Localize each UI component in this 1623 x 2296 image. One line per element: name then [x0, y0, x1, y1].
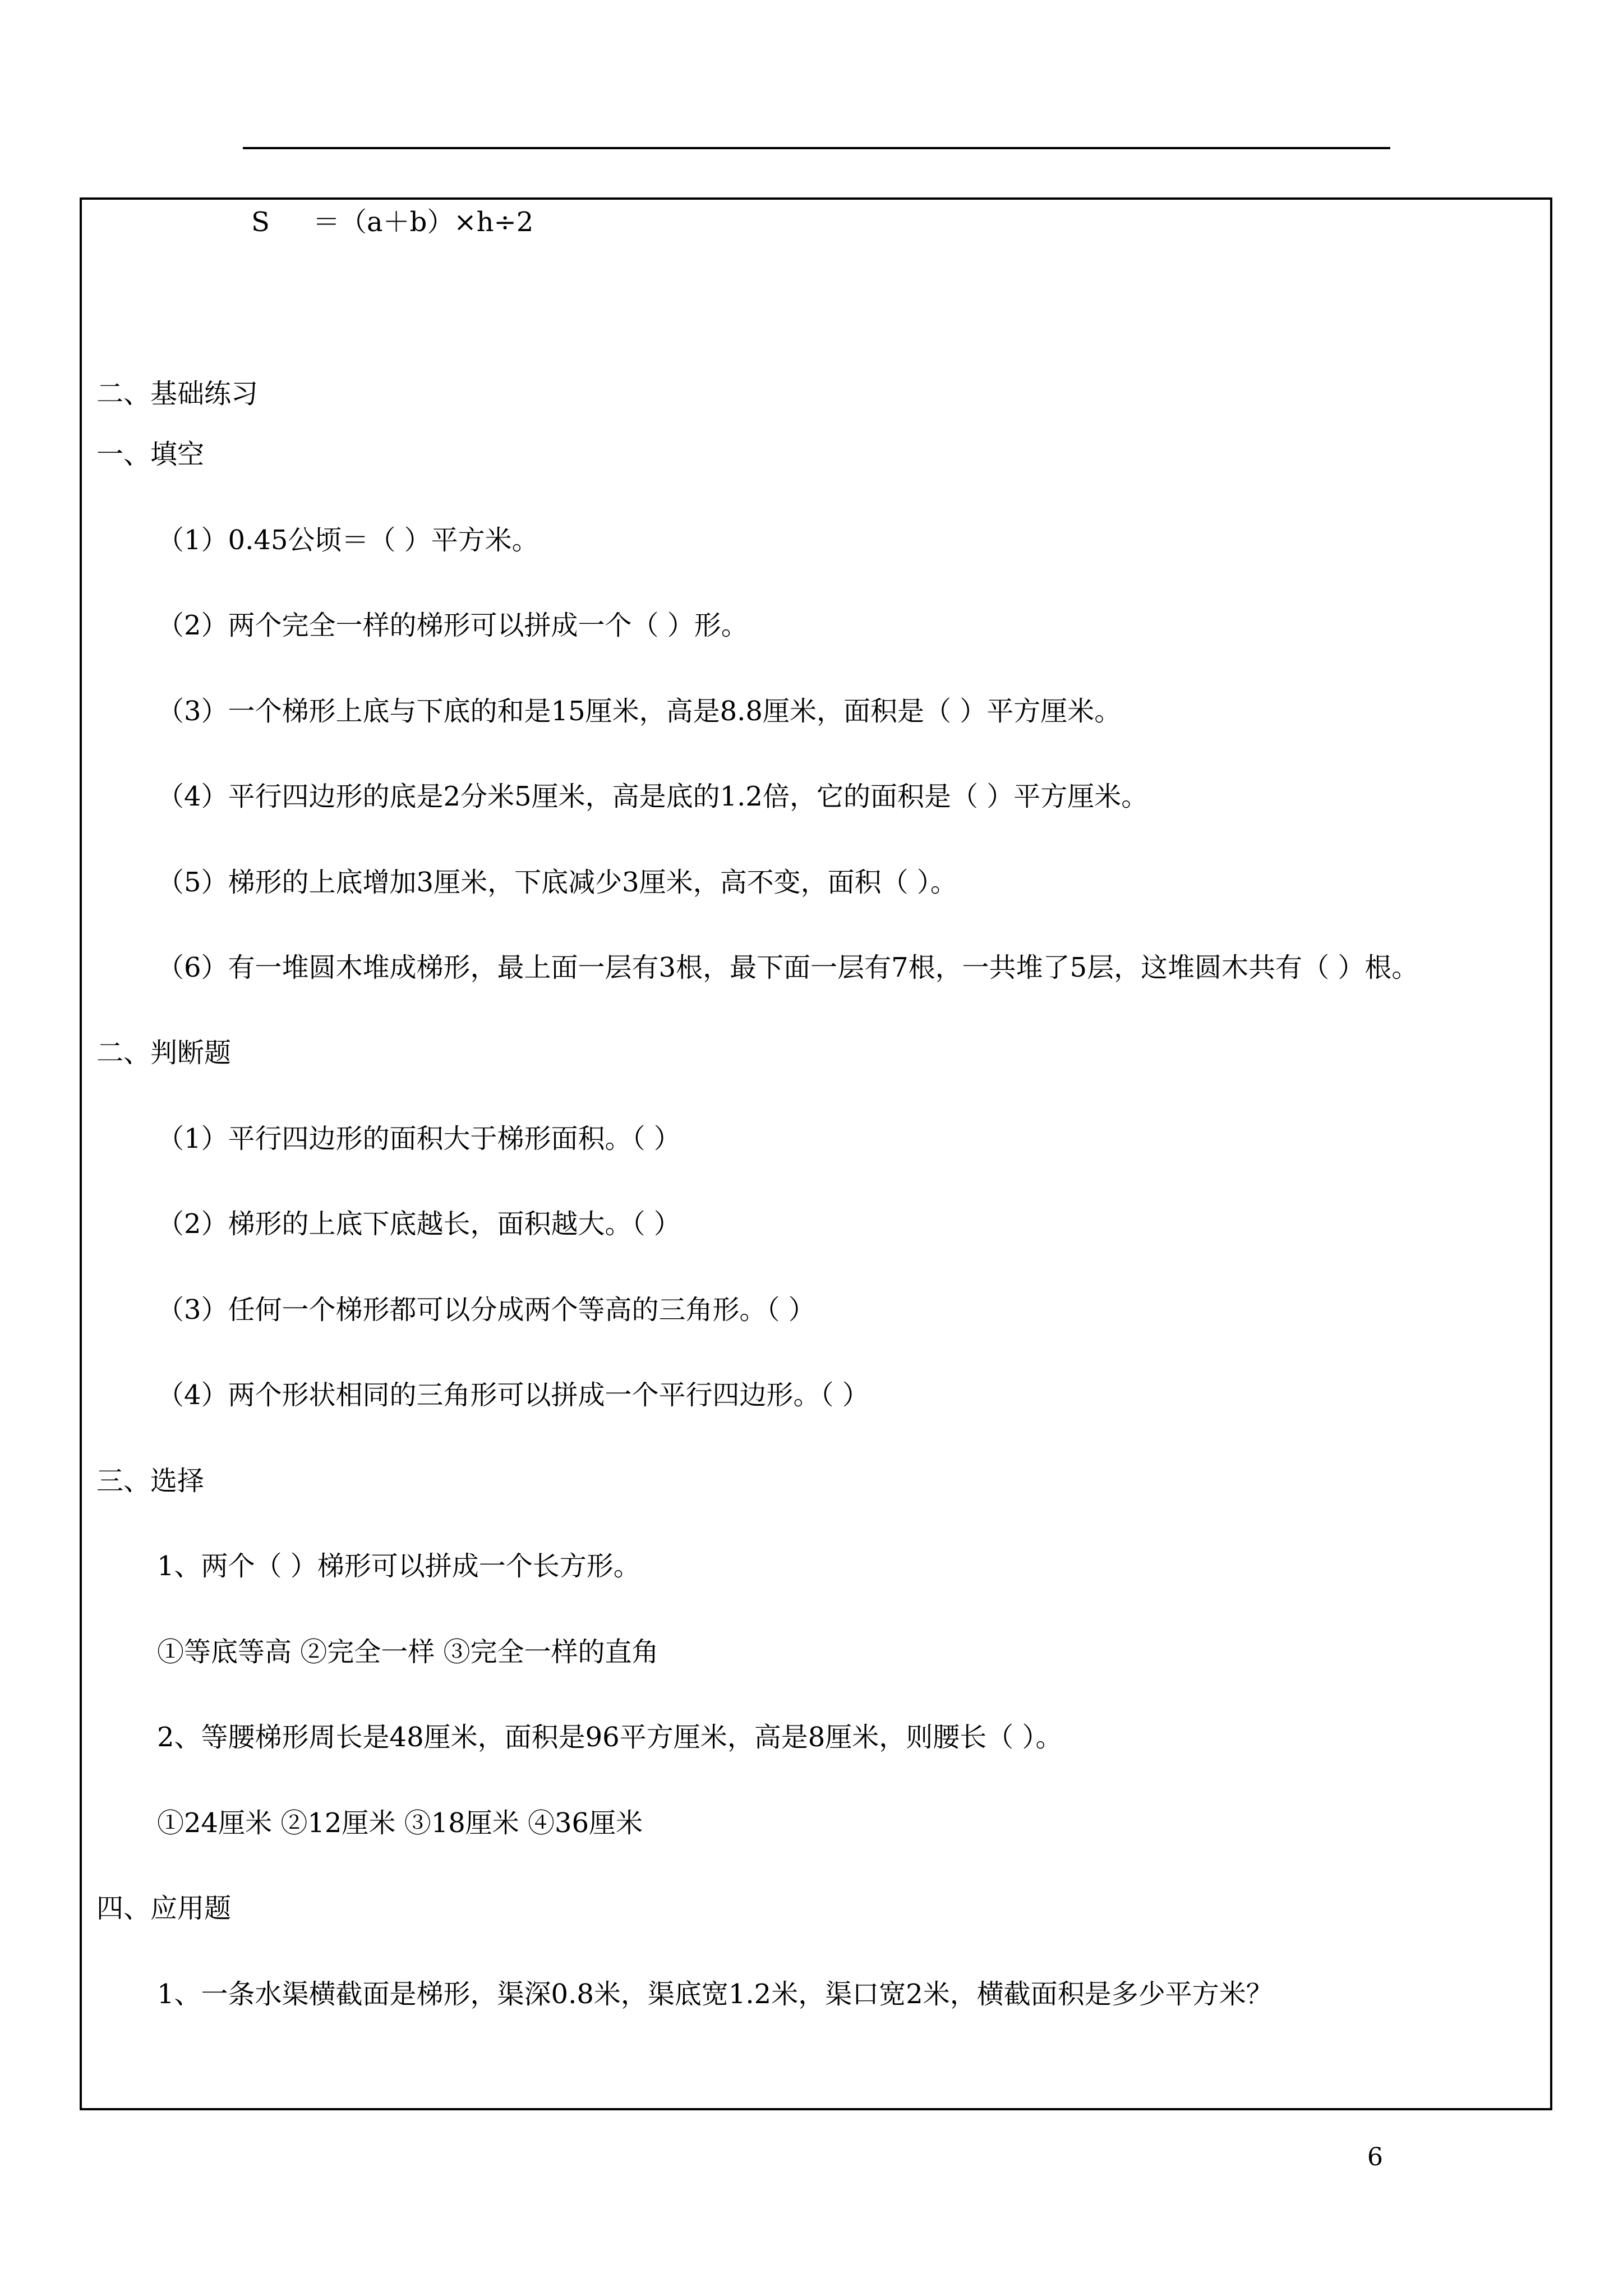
page-number: 6: [1367, 2143, 1383, 2171]
area-formula: [251, 205, 533, 239]
fill-item-6: （6）有一堆圆木堆成梯形，最上面一层有3根，最下面一层有7根，一共堆了5层，这堆圆木共有（ ）根。: [157, 952, 1419, 983]
section-fill-blank: 一、填空: [96, 439, 205, 470]
fill-item-1: （1）0.45公顷＝（ ）平方米。: [157, 524, 539, 556]
tf-item-4: （4）两个形状相同的三角形可以拼成一个平行四边形。（ ）: [157, 1379, 869, 1411]
section-true-false: 二、判断题: [96, 1037, 232, 1069]
formula-expression: ＝（a＋b）×h÷2: [313, 206, 534, 238]
fill-item-4: （4）平行四边形的底是2分米5厘米，高是底的1.2倍，它的面积是（ ）平方厘米。: [157, 781, 1149, 812]
choice-options-1: ①等底等高 ②完全一样 ③完全一样的直角: [157, 1636, 659, 1668]
choice-question-1: 1、两个（ ）梯形可以拼成一个长方形。: [157, 1550, 640, 1582]
section-application: 四、应用题: [96, 1893, 232, 1924]
tf-item-1: （1）平行四边形的面积大于梯形面积。（ ）: [157, 1123, 681, 1154]
application-question-1: 1、一条水渠横截面是梯形，渠深0.8米，渠底宽1.2米，渠口宽2米，横截面积是多少平方米？: [157, 1978, 1273, 2010]
header-rule: [243, 147, 1390, 149]
tf-item-2: （2）梯形的上底下底越长，面积越大。（ ）: [157, 1208, 681, 1240]
section-choice: 三、选择: [96, 1465, 205, 1497]
fill-item-2: （2）两个完全一样的梯形可以拼成一个（ ）形。: [157, 610, 748, 641]
choice-question-2: 2、等腰梯形周长是48厘米，面积是96平方厘米，高是8厘米，则腰长（ ）。: [157, 1722, 1063, 1753]
tf-item-3: （3）任何一个梯形都可以分成两个等高的三角形。（ ）: [157, 1294, 815, 1326]
fill-item-5: （5）梯形的上底增加3厘米，下底减少3厘米，高不变，面积（ ）。: [157, 867, 957, 898]
formula-symbol: S: [251, 206, 270, 238]
choice-options-2: ①24厘米 ②12厘米 ③18厘米 ④36厘米: [157, 1807, 643, 1839]
section-basic-practice: 二、基础练习: [96, 378, 259, 409]
fill-item-3: （3）一个梯形上底与下底的和是15厘米，高是8.8厘米，面积是（ ）平方厘米。: [157, 696, 1122, 727]
